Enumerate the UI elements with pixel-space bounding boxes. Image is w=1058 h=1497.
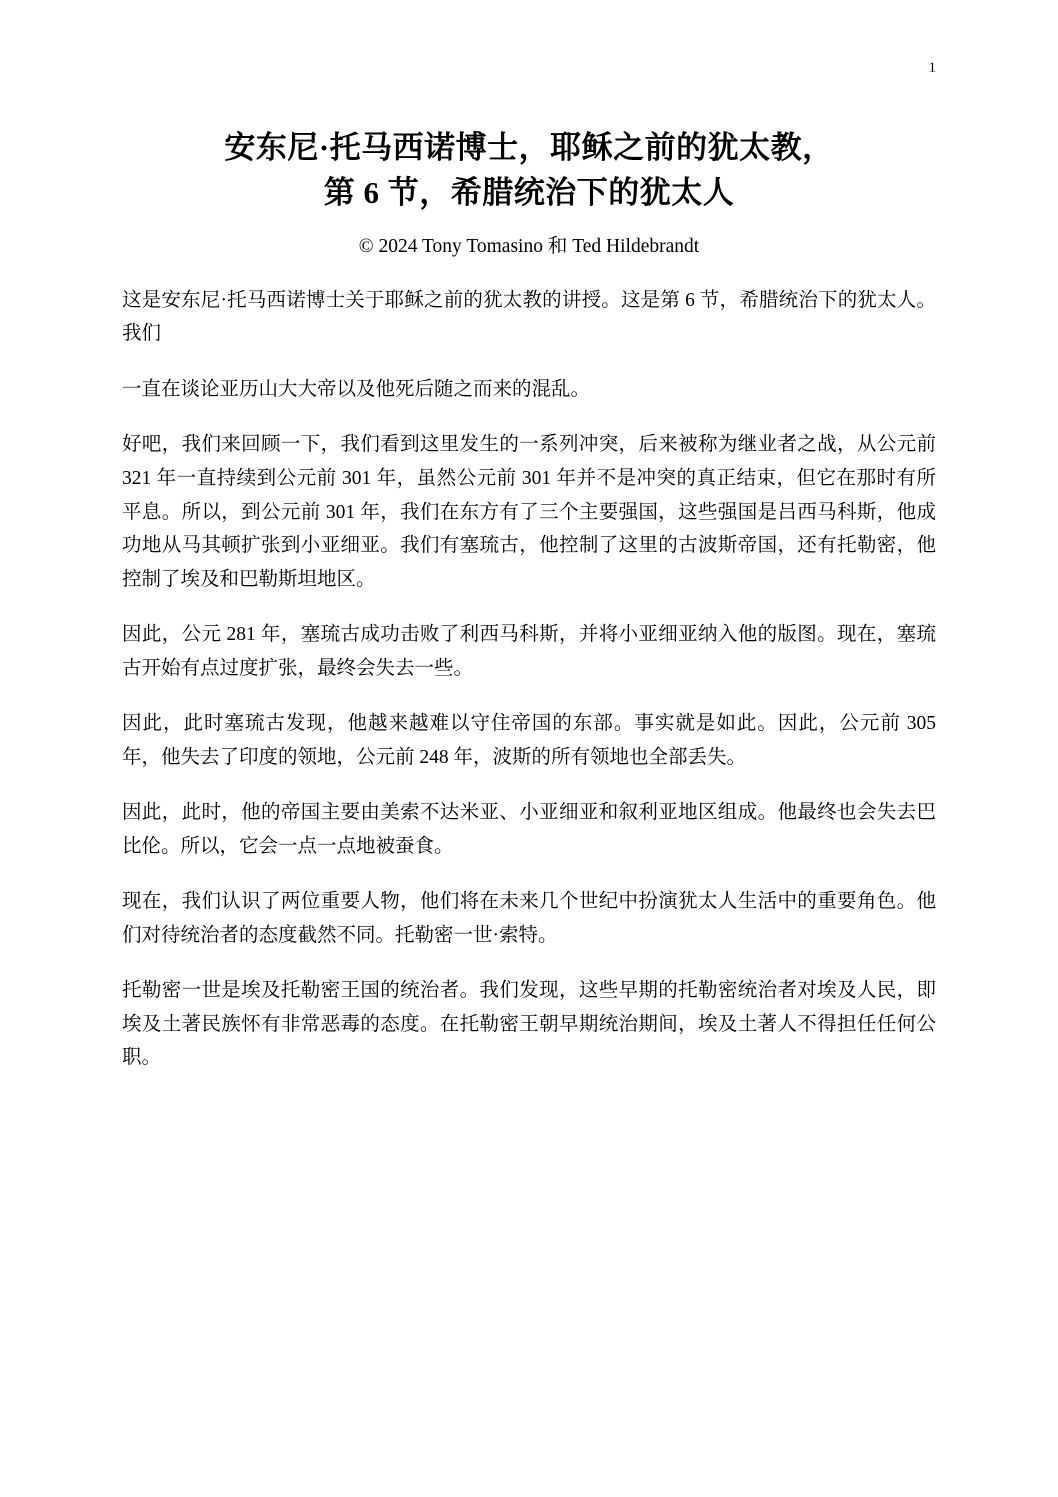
paragraph: 托勒密一世是埃及托勒密王国的统治者。我们发现，这些早期的托勒密统治者对埃及人民，即埃及土著民族怀有非常恶毒的态度。在托勒密王朝早期统治期间，埃及土著人不得担任任何公职。 [122, 980, 936, 1069]
page-title [122, 126, 936, 216]
copyright-notice: © 2024 Tony Tomasino 和 Ted Hildebrandt [358, 235, 700, 257]
paragraph: 因此，此时，他的帝国主要由美索不达米亚、小亚细亚和叙利亚地区组成。他最终也会失去巴比伦。所以，它会一点一点地被蚕食。 [122, 802, 936, 857]
paragraph: 因此，此时塞琉古发现，他越来越难以守住帝国的东部。事实就是如此。因此，公元前 305 年，他失去了印度的领地，公元前 248 年，波斯的所有领地也全部丢失。 [122, 713, 936, 768]
paragraph: 因此，公元 281 年，塞琉古成功击败了利西马科斯，并将小亚细亚纳入他的版图。现在，塞琉古开始有点过度扩张，最终会失去一些。 [122, 624, 936, 679]
paragraph: 好吧，我们来回顾一下，我们看到这里发生的一系列冲突，后来被称为继业者之战，从公元前 321 年一直持续到公元前 301 年，虽然公元前 301 年并不是冲突的真正结束，但它在那时有所平息。所以，到公元前 301 年，我们在东方有了三个主要强国，这些强国是吕西马科斯，他成功地从马其顿扩张到小亚细亚。我们有塞琉古，他控制了这里的古波斯帝国，还有托勒密，他控制了埃及和巴勒斯坦地区。 [122, 434, 936, 590]
page-number: 1 [928, 60, 936, 76]
paragraph: 这是安东尼·托马西诺博士关于耶稣之前的犹太教的讲授。这是第 6 节，希腊统治下的犹太人。我们 [122, 289, 936, 345]
paragraph: 现在，我们认识了两位重要人物，他们将在未来几个世纪中扮演犹太人生活中的重要角色。他们对待统治者的态度截然不同。托勒密一世·索特。 [122, 891, 936, 946]
body-text [122, 284, 936, 1075]
page-title-line-1: 安东尼·托马西诺博士，耶稣之前的犹太教， [224, 130, 834, 165]
page-title-line-2: 第 6 节，希腊统治下的犹太人 [323, 174, 735, 210]
paragraph: 一直在谈论亚历山大大帝以及他死后随之而来的混乱。 [122, 378, 591, 400]
